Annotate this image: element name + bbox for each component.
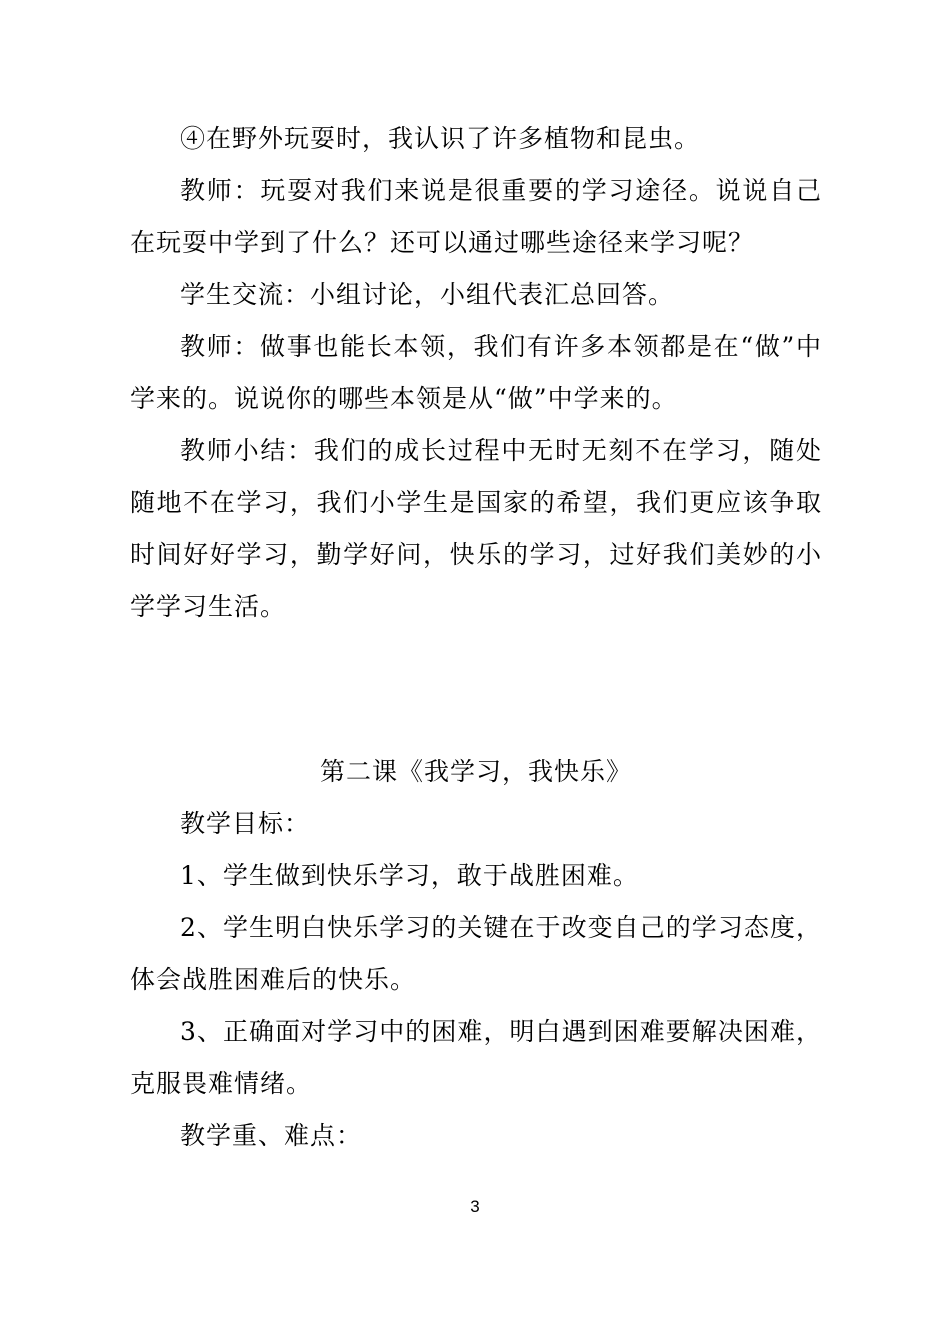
paragraph-teacher-doing-question: 教师：做事也能长本领，我们有许多本领都是在“做”中学来的。说说你的哪些本领是从“做”中学来的。 <box>130 332 822 413</box>
heading-teaching-goals: 教学目标： <box>180 809 311 838</box>
lesson-title: 第二课《我学习，我快乐》 <box>319 757 632 786</box>
paragraph-student-discussion: 学生交流：小组讨论，小组代表汇总回答。 <box>180 280 675 309</box>
page-content <box>130 113 822 1162</box>
goal-item-1: 1、学生做到快乐学习，敢于战胜困难。 <box>180 861 639 890</box>
goal-item-3: 3、正确面对学习中的困难，明白遇到困难要解决困难，克服畏难情绪。 <box>130 1017 822 1098</box>
page-number: 3 <box>470 1197 480 1216</box>
heading-key-points: 教学重、难点： <box>180 1121 363 1150</box>
goal-item-2: 2、学生明白快乐学习的关键在于改变自己的学习态度，体会战胜困难后的快乐。 <box>130 913 822 994</box>
paragraph-outdoor-play: ④在野外玩耍时，我认识了许多植物和昆虫。 <box>180 124 701 153</box>
section-spacer <box>130 633 822 746</box>
paragraph-teacher-play-question: 教师：玩耍对我们来说是很重要的学习途径。说说自己在玩耍中学到了什么？还可以通过哪些途径来学习呢？ <box>130 176 822 257</box>
paragraph-teacher-summary: 教师小结：我们的成长过程中无时无刻不在学习，随处随地不在学习，我们小学生是国家的希望，我们更应该争取时间好好学习，勤学好问，快乐的学习，过好我们美妙的小学学习生活。 <box>130 436 822 621</box>
